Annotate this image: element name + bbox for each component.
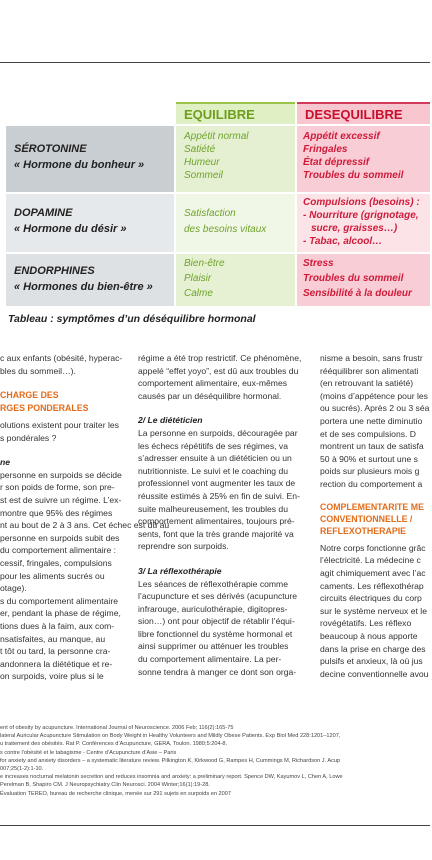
reference-line: for anxiety and anxiety disorders – a systematic literature review. Pilkington K, Kirkwood G, Rampes H, Cummings M, Richardson J. Acup — [0, 757, 341, 764]
text-line: et de ses compulsions. D — [320, 428, 417, 439]
text-line: caments. Les réflexothérap — [320, 580, 424, 591]
text-column-middle — [138, 352, 306, 678]
hormone-nickname: « Hormone du bonheur » — [14, 159, 145, 171]
text-line: poids sur plusieurs mois g — [320, 466, 420, 477]
section-heading: RGES PONDERALES — [0, 402, 89, 413]
text-line: bles du sommeil…). — [0, 365, 76, 376]
text-line: on surpoids, voire plus si le — [0, 671, 104, 682]
text-line: sur le système nerveux et le — [320, 605, 427, 616]
equilibre-item: Satisfaction — [184, 208, 236, 219]
text-line: Notre corps fonctionne grâc — [320, 542, 426, 553]
text-line: rovégétatifs. Les réflexo — [320, 618, 412, 629]
text-line: du comportement alimentaire. La per- — [138, 654, 282, 665]
equilibre-item: Humeur — [184, 157, 220, 168]
table-row-endorphines — [6, 254, 430, 306]
equilibre-item: Bien-être — [184, 258, 225, 269]
text-line: ou sucrés). Après 2 ou 3 séa — [320, 403, 430, 414]
table-row-dopamine — [6, 194, 430, 252]
reference-line: Évaluation TEREO, bureau de recherche clinique, menée sur 291 sujets en surpoids en 2007 — [0, 790, 231, 797]
equilibre-item: des besoins vitaux — [184, 224, 267, 235]
hormone-cell — [6, 254, 174, 306]
desequilibre-item: - Tabac, alcool… — [303, 236, 383, 247]
section-heading: REFLEXOTHERAPIE — [320, 526, 407, 537]
desequilibre-item: Fringales — [303, 144, 348, 155]
text-line: er, pendant la phase de régime, — [0, 608, 121, 619]
text-line: nisme a besoin, sans frustr — [320, 353, 423, 363]
subheading: 3/ La réflexothérapie — [138, 565, 222, 576]
desequilibre-item: - Nourriture (grignotage, — [303, 210, 419, 221]
subheading: 2/ Le diététicien — [138, 415, 203, 426]
text-line: personne en surpoids se décide — [0, 469, 122, 480]
header-equilibre: EQUILIBRE — [176, 102, 295, 124]
desequilibre-cell — [297, 126, 430, 192]
reference-line: ent of obesity by acupuncture. International Journal of Neuroscience. 2006 Feb; 116(2):165-75 — [0, 725, 234, 731]
text-line: appelé “effet yoyo”, est dû aux troubles du — [138, 365, 299, 376]
text-line: sonne tendra à manger ce dont son orga- — [138, 666, 297, 677]
text-line: rection du comportement a — [320, 478, 423, 489]
text-line: s pondérales ? — [0, 432, 57, 443]
text-column-right — [320, 352, 432, 680]
equilibre-item: Calme — [184, 288, 213, 299]
desequilibre-cell — [297, 194, 430, 252]
hormone-name: DOPAMINE — [14, 207, 73, 219]
table-header — [6, 102, 430, 124]
text-line: causés par un déséquilibre hormonal. — [138, 390, 282, 401]
text-line: sents, font que la très grande majorité va — [138, 528, 294, 539]
text-line: rééquilibrer son alimentati — [320, 365, 419, 376]
reference-line: lateral Auricular Acupuncture Stimulation on Body Weight in Healthy Volunteers and Mildly Obese Patients. Exp Biol Med 228:1201–1207, — [0, 733, 341, 740]
text-line: Les séances de réflexothérapie comme — [138, 578, 288, 589]
text-line: cessif, fringales, compulsions — [0, 557, 112, 568]
section-heading: CONVENTIONNELLE / — [320, 513, 413, 524]
desequilibre-item: Troubles du sommeil — [303, 273, 404, 284]
text-line: t tôt ou tard, la personne cra- — [0, 646, 111, 657]
top-rule — [0, 62, 430, 63]
text-line: (en retrouvant la satiété) — [320, 378, 414, 389]
text-line: montre que 95% des régimes — [0, 507, 113, 518]
text-line: otage). — [0, 583, 27, 594]
text-line: réussite estimés à 25% en fin de suivi. En- — [138, 490, 300, 501]
text-line: les échecs répétitifs de ses régimes, va — [138, 440, 288, 451]
text-line: comportement alimentaires, toujours pré- — [138, 516, 295, 527]
desequilibre-item: Stress — [303, 258, 334, 269]
text-line: tions dues à la faim, aux com- — [0, 620, 115, 631]
text-line: portera une nette diminutio — [320, 415, 423, 426]
text-line: agit chimiquement avec l’ac — [320, 567, 426, 578]
text-line: s’adresser ensuite à un diététicien ou un — [138, 453, 292, 464]
text-line: sion…) ont pour objectif de rétablir l’équi- — [138, 616, 295, 627]
text-line: (moins d’appétence pour les — [320, 390, 428, 401]
desequilibre-item: Troubles du sommeil — [303, 170, 404, 181]
text-line: personne en surpoids subit des — [0, 532, 120, 543]
text-line: nsatisfaites, au manque, au — [0, 633, 106, 644]
text-line: l’acupuncture et ses dérivés (acupuncture — [138, 591, 298, 602]
hormone-nickname: « Hormone du désir » — [14, 223, 127, 235]
text-line: montrent un taux de satisfa — [320, 441, 424, 452]
text-line: suite malheureusement, les troubles du — [138, 503, 288, 514]
hormone-nickname: « Hormones du bien-être » — [14, 281, 153, 293]
desequilibre-item: Compulsions (besoins) : — [303, 197, 420, 208]
text-line: La personne en surpoids, découragée par — [138, 427, 298, 438]
desequilibre-item: Sensibilité à la douleur — [303, 288, 412, 299]
text-column-left — [0, 352, 170, 683]
hormone-cell — [6, 194, 174, 252]
text-line: reprendre son surpoids. — [138, 541, 229, 552]
text-line: libre fonctionnel du système hormonal et — [138, 628, 293, 639]
text-line: pulsifs et anxieux, là où jus — [320, 656, 423, 667]
text-line: olutions existent pour traiter les — [0, 420, 119, 430]
text-line: decine conventionnelle avou — [320, 668, 429, 679]
desequilibre-item: sucre, graisses…) — [311, 223, 398, 234]
text-line: 50 à 90% et surtout une s — [320, 453, 418, 464]
text-line: nt au bout de 2 à 3 ans. Cet échec est dû au — [0, 520, 170, 531]
text-line: régime a été trop restrictif. Ce phénomène, — [138, 353, 302, 363]
column-a-body — [0, 469, 170, 683]
text-line: r son poids de forme, son pre- — [0, 482, 115, 493]
text-line: dans la prise en charge des — [320, 643, 426, 654]
table-row-serotonine — [6, 126, 430, 192]
text-line: s du comportement alimentaire — [0, 595, 118, 606]
text-line: beaucoup à nous apporte — [320, 630, 418, 641]
text-line: infrarouge, auriculothérapie, digitopres- — [138, 603, 288, 614]
section-heading: COMPLEMENTARITE ME — [320, 501, 424, 512]
text-line: c aux enfants (obésité, hyperac- — [0, 353, 123, 363]
text-line: st est de suivre un régime. L’ex- — [0, 494, 122, 505]
bottom-rule — [0, 825, 430, 826]
equilibre-item: Satiété — [184, 144, 216, 155]
subheading: ne — [0, 457, 11, 468]
text-line: pour les aliments sucrés ou — [0, 570, 105, 581]
reference-line: s contre l’obésité et le tabagisme - Centre d’Acupuncture d’Asie – Paris — [0, 749, 177, 756]
reference-line: 007;25(1-2):1-10. — [0, 766, 44, 773]
hormone-cell — [6, 126, 174, 192]
header-desequilibre: DESEQUILIBRE — [297, 102, 430, 124]
text-line: andonnera la diététique et re- — [0, 658, 113, 669]
text-line: du comportement alimentaire : — [0, 545, 117, 556]
references-list — [0, 724, 430, 798]
text-line: comportement alimentaire, eux-mêmes — [138, 378, 288, 389]
hormone-name: ENDORPHINES — [14, 265, 95, 277]
equilibre-item: Sommeil — [184, 170, 223, 181]
hormone-name: SÉROTONINE — [14, 143, 87, 155]
desequilibre-cell — [297, 254, 430, 306]
equilibre-cell — [176, 254, 295, 306]
text-line: l’électricité. La médecine c — [320, 555, 421, 566]
equilibre-item: Appétit normal — [184, 131, 249, 142]
reference-line: Perelman B, Shapiro CM. J Neuropsychiatry Clin Neurosci. 2004 Winter;16(1):19-28. — [0, 782, 210, 789]
desequilibre-item: Appétit excessif — [303, 131, 380, 142]
equilibre-cell — [176, 194, 295, 252]
equilibre-item: Plaisir — [184, 273, 212, 284]
text-line: circuits électriques du corp — [320, 593, 422, 604]
desequilibre-item: État dépressif — [303, 157, 370, 168]
table-caption: Tableau : symptômes d’un déséquilibre hormonal — [8, 313, 256, 325]
reference-line: u traitement des obésités. Rat P. Conférences d’Acupuncture, GERA, Toulon. 1980;5:204-8. — [0, 741, 228, 748]
equilibre-cell — [176, 126, 295, 192]
text-line: nutritionniste. Le suivi et le coaching du — [138, 465, 289, 476]
text-line: ainsi supprimer ou atténuer les troubles — [138, 641, 289, 652]
section-heading: CHARGE DES — [0, 390, 59, 401]
text-line: professionnel vont augmenter les taux de — [138, 478, 296, 489]
reference-line: e increases nocturnal melatonin secretion and reduces insomnia and anxiety: a preliminary report. Spence DW, Kayumov L, Chen A, Lowe — [0, 774, 343, 781]
